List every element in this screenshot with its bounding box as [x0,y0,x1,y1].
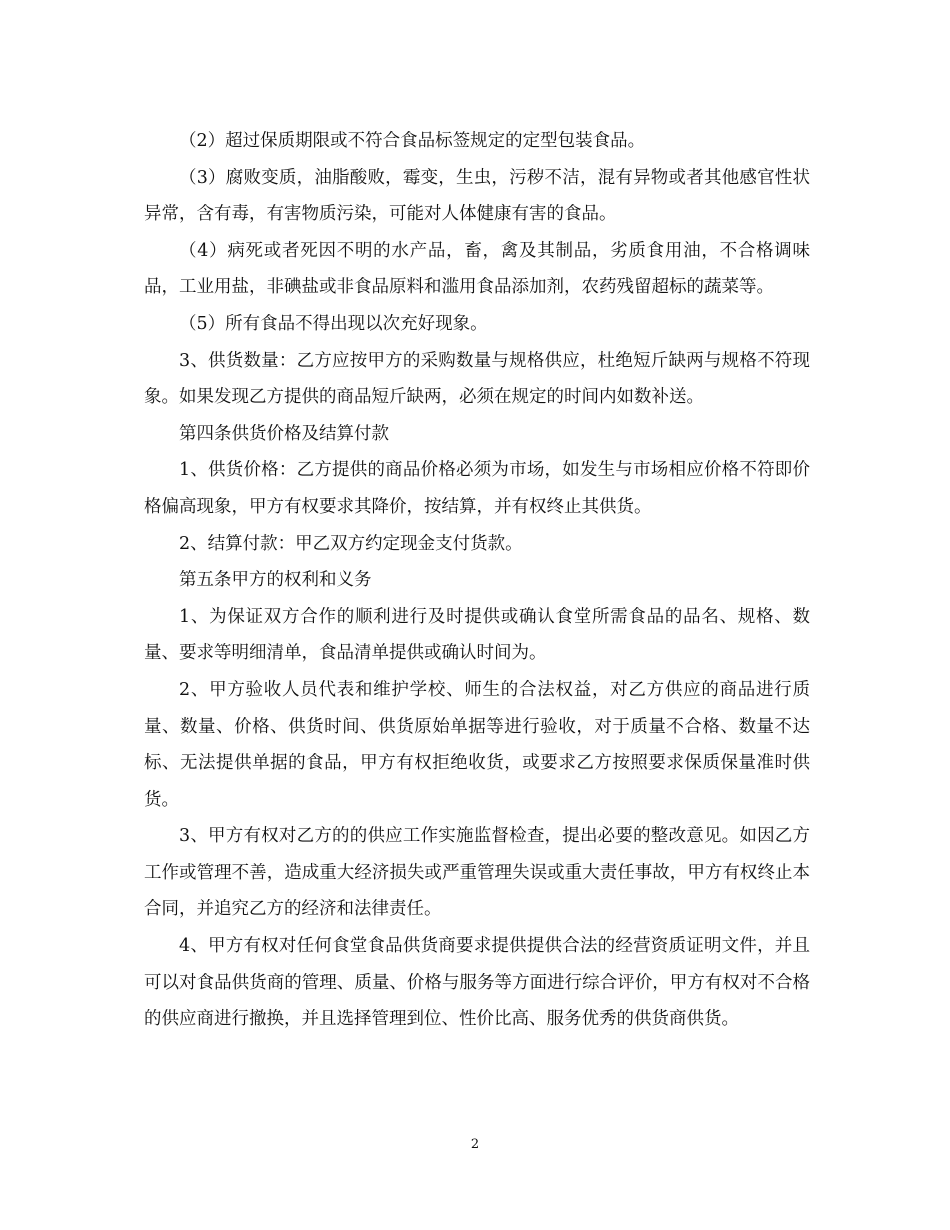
section-heading-article-5: 第五条甲方的权利和义务 [179,570,372,591]
paragraph-item-4: （4）病死或者死因不明的水产品，畜，禽及其制品，劣质食用油，不合格调味品，工业用盐，非碘盐或非食品原料和滥用食品添加剂，农药残留超标的蔬菜等。 [144,240,810,298]
document-body [144,123,810,1038]
paragraph-supply-price: 1、供货价格：乙方提供的商品价格必须为市场，如发生与市场相应价格不符即价格偏高现象，甲方有权要求其降价，按结算，并有权终止其供货。 [144,460,810,517]
page-number: 2 [470,1137,480,1152]
paragraph-item-2: （2）超过保质期限或不符合食品标签规定的定型包装食品。 [179,131,646,151]
section-heading-article-4: 第四条供货价格及结算付款 [179,423,389,444]
paragraph-party-a-right-4: 4、甲方有权对任何食堂食品供货商要求提供提供合法的经营资质证明文件，并且可以对食品供货商的管理、质量、价格与服务等方面进行综合评价，甲方有权对不合格的供应商进行撤换，并且选择管理到位、性价比高、服务优秀的供货商供货。 [144,936,810,1030]
paragraph-item-5: （5）所有食品不得出现以次充好现象。 [179,313,488,334]
paragraph-party-a-right-1: 1、为保证双方合作的顺利进行及时提供或确认食堂所需食品的品名、规格、数量、要求等明细清单，食品清单提供或确认时间为。 [144,606,810,664]
paragraph-supply-quantity: 3、供货数量：乙方应按甲方的采购数量与规格供应，杜绝短斤缺两与规格不符现象。如果发现乙方提供的商品短斤缺两，必须在规定的时间内如数补送。 [144,350,810,408]
paragraph-party-a-right-2: 2、甲方验收人员代表和维护学校、师生的合法权益，对乙方供应的商品进行质量、数量、价格、供货时间、供货原始单据等进行验收，对于质量不合格、数量不达标、无法提供单据的食品，甲方有权拒绝收货，或要求乙方按照要求保质保量准时供货。 [144,679,810,810]
paragraph-item-3: （3）腐败变质，油脂酸败，霉变，生虫，污秽不洁，混有异物或者其他感官性状异常，含有毒，有害物质污染，可能对人体健康有害的食品。 [144,167,810,225]
paragraph-party-a-right-3: 3、甲方有权对乙方的的供应工作实施监督检查，提出必要的整改意见。如因乙方工作或管理不善，造成重大经济损失或严重管理失误或重大责任事故，甲方有权终止本合同，并追究乙方的经济和法律责任。 [144,826,810,920]
paragraph-settlement-payment: 2、结算付款：甲乙双方约定现金支付货款。 [179,533,523,554]
